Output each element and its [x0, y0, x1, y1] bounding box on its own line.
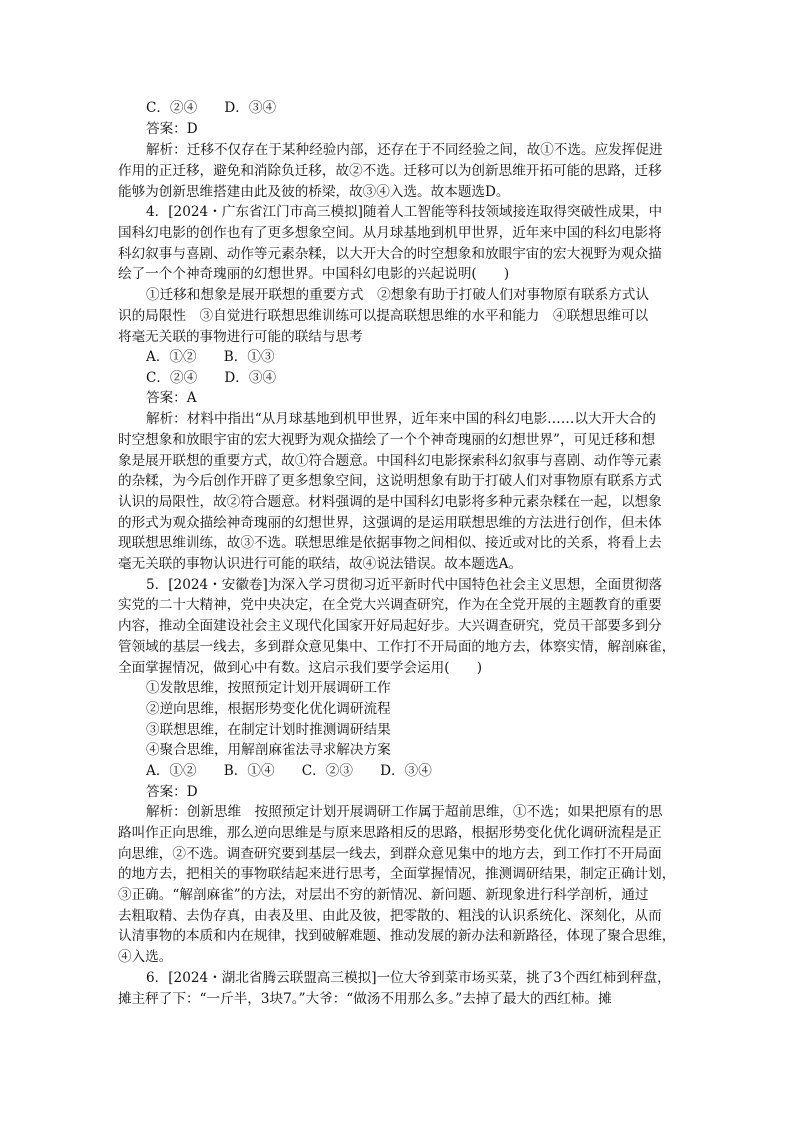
- text-line: 的地方去，把相关的事物联结起来进行思考，全面掌握情况，推测调研结果，制定正确计划，: [118, 866, 676, 882]
- text-line: ②逆向思维，根据形势变化优化调研流程: [146, 701, 391, 717]
- text-line: 将毫无关联的事物进行可能的联结与思考: [118, 329, 363, 345]
- text-line: 4．[2024・广东省江门市高三模拟]随着人工智能等科技领域接连取得突破性成果，中: [146, 204, 663, 220]
- text-line: 的形式为观众描绘神奇瑰丽的幻想世界，这强调的是运用联想思维的方法进行创作，但未体: [118, 515, 662, 531]
- text-line: 管领域的基层一线去，多到群众意见集中、工作打不开局面的地方去，体察实情，解剖麻雀，: [118, 639, 676, 655]
- text-line: C．②④ D．③④: [146, 100, 277, 116]
- text-line: 摊主秤了下：“一斤半，3块7。”大爷：“做汤不用那么多。”去掉了最大的西红柿。摊: [118, 991, 612, 1007]
- text-line: 5．[2024・安徽卷]为深入学习贯彻习近平新时代中国特色社会主义思想，全面贯彻落: [146, 577, 663, 593]
- text-line: 解析：创新思维 按照预定计划开展调研工作属于超前思维，①不选；如果把原有的思: [146, 804, 663, 820]
- text-line: 答案：A: [146, 390, 197, 406]
- text-line: ③联想思维，在制定计划时推测调研结果: [146, 722, 391, 738]
- text-line: 实党的二十大精神，党中央决定，在全党大兴调查研究，作为在全党开展的主题教育的重要: [118, 597, 662, 613]
- text-line: 识的局限性 ③自觉进行联想思维训练可以提高联想思维的水平和能力 ④联想思维可以: [118, 308, 649, 324]
- text-line: ④入选。: [118, 949, 173, 965]
- text-line: 去粗取精、去伪存真，由表及里、由此及彼，把零散的、粗浅的认识系统化、深刻化，从而: [118, 908, 662, 924]
- text-line: 答案：D: [146, 121, 198, 137]
- text-line: 国科幻电影的创作也有了更多想象空间。从月球基地到机甲世界，近年来中国的科幻电影将: [118, 225, 662, 241]
- text-line: 解析：材料中指出“从月球基地到机甲世界，近年来中国的科幻电影……以大开大合的: [146, 411, 656, 427]
- text-line: 绘了一个个神奇瑰丽的幻想世界。中国科幻电影的兴起说明( ): [118, 266, 510, 282]
- text-line: C．②④ D．③④: [146, 370, 277, 386]
- text-line: 科幻叙事与喜剧、动作等元素杂糅，以大开大合的时空想象和放眼宇宙的宏大视野为观众描: [118, 246, 662, 262]
- text-line: ①迁移和想象是展开联想的重要方式 ②想象有助于打破人们对事物原有联系方式认: [146, 287, 649, 303]
- text-line: ③正确。“解剖麻雀”的方法，对层出不穷的新情况、新问题、新现象进行科学剖析，通过: [118, 887, 649, 903]
- text-line: 认清事物的本质和内在规律，找到破解难题、推动发展的新办法和新路径，体现了聚合思维，: [118, 928, 676, 944]
- text-line: 内容，推动全面建设社会主义现代化国家开好局起好步。大兴调查研究，党员干部要多到分: [118, 618, 662, 634]
- text-line: A．①② B．①③: [146, 349, 275, 365]
- text-line: 能够为创新思维搭建由此及彼的桥梁，故③④入选。故本题选D。: [118, 184, 510, 200]
- text-line: 的杂糅，为今后创作开辟了更多想象空间，这说明想象有助于打破人们对事物原有联系方式: [118, 473, 662, 489]
- text-line: ①发散思维，按照预定计划开展调研工作: [146, 680, 391, 696]
- text-line: 答案：D: [146, 784, 198, 800]
- text-line: 象是展开联想的重要方式，故①符合题意。中国科幻电影探索科幻叙事与喜剧、动作等元素: [118, 453, 662, 469]
- text-line: 6．[2024・湖北省腾云联盟高三模拟]一位大爷到菜市场买菜，挑了3个西红柿到秤盘，: [146, 970, 671, 986]
- text-line: 向思维，②不选。调查研究要到基层一线去，到群众意见集中的地方去，到工作打不开局面: [118, 846, 662, 862]
- text-line: 时空想象和放眼宇宙的宏大视野为观众描绘了一个个神奇瑰丽的幻想世界”，可见迁移和想: [118, 432, 656, 448]
- text-line: 解析：迁移不仅存在于某种经验内部，还存在于不同经验之间，故①不选。应发挥促进: [146, 142, 663, 158]
- text-line: 认识的局限性，故②符合题意。材料强调的是中国科幻电影将多种元素杂糅在一起，以想象: [118, 494, 662, 510]
- text-line: A．①② B．①④ C．②③ D．③④: [146, 763, 432, 779]
- text-line: 作用的正迁移，避免和消除负迁移，故②不选。迁移可以为创新思维开拓可能的思路，迁移: [118, 163, 662, 179]
- text-line: 毫无关联的事物认识进行可能的联结，故④说法错误。故本题选A。: [118, 556, 523, 572]
- text-line: 现联想思维训练，故③不选。联想思维是依据事物之间相似、接近或对比的关系，将看上去: [118, 535, 662, 551]
- text-line: 全面掌握情况，做到心中有数。这启示我们要学会运用( ): [118, 660, 483, 676]
- text-line: ④聚合思维，用解剖麻雀法寻求解决方案: [146, 742, 391, 758]
- text-line: 路叫作正向思维，那么逆向思维是与原来思路相反的思路，根据形势变化优化调研流程是正: [118, 825, 662, 841]
